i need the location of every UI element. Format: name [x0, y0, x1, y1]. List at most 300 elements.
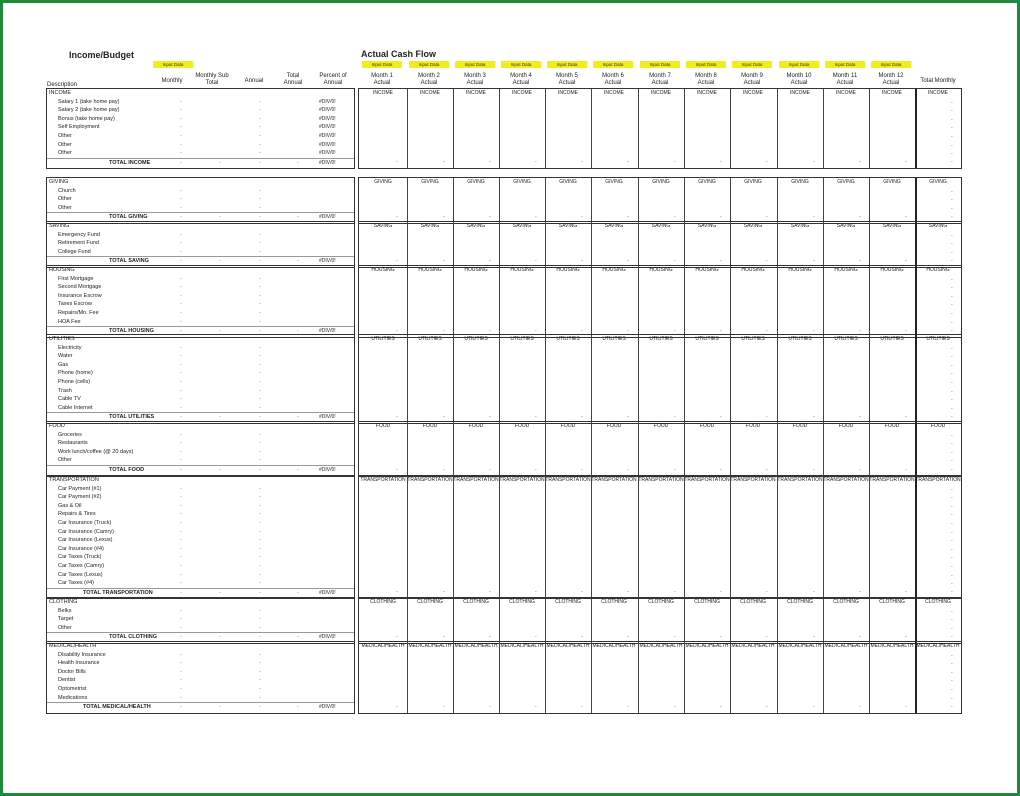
column-divider [453, 642, 454, 713]
cashflow-total-value[interactable]: - [443, 214, 445, 220]
monthly-value[interactable]: - [180, 448, 182, 455]
cashflow-total-value[interactable]: - [489, 258, 491, 264]
annual-value: - [259, 248, 261, 255]
cashflow-category-label: CLOTHING [509, 599, 535, 605]
budget-row [47, 361, 354, 370]
month-header [452, 73, 498, 86]
cashflow-total-value[interactable]: - [674, 703, 676, 710]
monthly-value[interactable]: - [180, 292, 182, 299]
annual-value: - [259, 98, 261, 105]
cashflow-total-value[interactable]: - [766, 258, 768, 264]
item-label: Church [58, 187, 76, 194]
cashflow-row-total: - [951, 302, 953, 309]
cashflow-category-label: GIVING [837, 179, 855, 185]
monthly-value[interactable]: - [180, 98, 182, 105]
cashflow-total-value[interactable]: - [443, 466, 445, 473]
cashflow-row-total: - [951, 345, 953, 352]
section-total-label: TOTAL INCOME [109, 159, 151, 166]
cashflow-total-value[interactable]: - [813, 258, 815, 264]
cashflow-total-value[interactable]: - [766, 214, 768, 220]
total-value: - [297, 159, 299, 166]
cashflow-total-value[interactable]: - [813, 589, 815, 596]
budget-row [47, 275, 354, 284]
cashflow-total-value[interactable]: - [674, 466, 676, 473]
cashflow-row-total: - [951, 564, 953, 570]
item-label: Second Mortgage [58, 284, 102, 291]
cashflow-category-label: UTILITIES [741, 336, 765, 342]
monthly-value[interactable]: - [180, 301, 182, 308]
cashflow-total-value[interactable]: - [859, 258, 861, 264]
cashflow-total-value[interactable]: - [396, 327, 398, 334]
cashflow-total-value[interactable]: - [813, 159, 815, 166]
cashflow-total-value[interactable]: - [396, 466, 398, 473]
cashflow-total-value[interactable]: - [627, 327, 629, 334]
column-divider [823, 422, 824, 476]
cashflow-category-label: UTILITIES [602, 336, 626, 342]
cashflow-total-value[interactable]: - [443, 159, 445, 166]
cashflow-total-value[interactable]: - [859, 159, 861, 166]
cashflow-total-value[interactable]: - [489, 214, 491, 220]
monthly-value[interactable]: - [180, 196, 182, 203]
cashflow-category-label: CLOTHING [925, 599, 951, 605]
cashflow-category-label: FOOD [792, 423, 808, 429]
watermark [24, 764, 26, 771]
cashflow-total-value[interactable]: - [766, 327, 768, 334]
cashflow-row-total: - [951, 678, 953, 685]
cashflow-total-value[interactable]: - [905, 589, 907, 596]
monthly-value[interactable]: - [180, 660, 182, 667]
cashflow-category-label: SAVING [928, 223, 948, 229]
cashflow-total-value[interactable]: - [674, 159, 676, 166]
cashflow-total-value[interactable]: - [535, 414, 537, 420]
item-label: Gas [58, 361, 69, 368]
column-divider [684, 335, 685, 423]
cashflow-total-value[interactable]: - [581, 327, 583, 334]
cashflow-total-value[interactable]: - [859, 214, 861, 220]
cashflow-total-value[interactable]: - [489, 159, 491, 166]
cashflow-total-value[interactable]: - [627, 214, 629, 220]
monthly-value[interactable]: - [180, 668, 182, 675]
cashflow-category-label: MEDICAL/HEALTH [500, 643, 544, 649]
annual-value: - [259, 204, 261, 211]
cashflow-total-value[interactable]: - [674, 634, 676, 640]
cashflow-total-value[interactable]: - [813, 634, 815, 640]
cashflow-total-value[interactable]: - [813, 703, 815, 710]
budget-row [47, 431, 354, 440]
monthly-value[interactable]: - [180, 511, 182, 518]
cashflow-row-total: - [951, 371, 953, 378]
monthly-value[interactable]: - [180, 248, 182, 255]
monthly-value[interactable]: - [180, 563, 182, 569]
annual-value: - [259, 457, 261, 464]
cashflow-total-value[interactable]: - [813, 214, 815, 220]
monthly-value[interactable]: - [180, 141, 182, 148]
cashflow-total-value[interactable]: - [905, 414, 907, 420]
section-total-row [47, 465, 354, 475]
cashflow-total-value[interactable]: - [766, 703, 768, 710]
cashflow-total-value[interactable]: - [443, 258, 445, 264]
cashflow-total-value[interactable]: - [627, 703, 629, 710]
budget-row [47, 309, 354, 318]
annual-value: - [259, 520, 261, 526]
monthly-value[interactable]: - [180, 275, 182, 282]
cashflow-total-value[interactable]: - [581, 589, 583, 596]
cashflow-total-value[interactable]: - [581, 258, 583, 264]
cashflow-total-value[interactable]: - [859, 414, 861, 420]
month-label: Month 3 [464, 73, 486, 79]
monthly-value[interactable]: - [180, 502, 182, 509]
cashflow-row-total: - [951, 388, 953, 395]
monthly-value[interactable]: - [180, 115, 182, 122]
cashflow-total-value[interactable]: - [859, 703, 861, 710]
cashflow-row-total: - [951, 529, 953, 536]
annual-value: - [259, 554, 261, 561]
cashflow-total-value[interactable]: - [720, 414, 722, 420]
cashflow-total-value[interactable]: - [396, 159, 398, 166]
input-data-chip: Input Data [825, 61, 865, 68]
cashflow-total-value[interactable]: - [905, 214, 907, 220]
cashflow-category-label: GIVING [652, 179, 670, 185]
cashflow-total-value[interactable]: - [720, 327, 722, 334]
cashflow-total-value[interactable]: - [581, 214, 583, 220]
annual-value: - [259, 677, 261, 684]
cashflow-total-value[interactable]: - [859, 466, 861, 473]
cashflow-total-value[interactable]: - [951, 327, 953, 334]
cashflow-total-value[interactable]: - [627, 466, 629, 473]
total-value: - [259, 159, 261, 166]
monthly-value[interactable]: - [180, 133, 182, 139]
cashflow-total-value[interactable]: - [720, 634, 722, 640]
cashflow-category-label: UTILITIES [695, 336, 719, 342]
monthly-value[interactable]: - [180, 240, 182, 247]
monthly-value[interactable]: - [180, 150, 182, 157]
cashflow-total-value[interactable]: - [489, 634, 491, 640]
cashflow-total-value[interactable]: - [489, 414, 491, 420]
cashflow-total-value[interactable]: - [535, 703, 537, 710]
monthly-value[interactable]: - [180, 528, 182, 535]
annual-value: - [259, 240, 261, 247]
monthly-value[interactable]: - [180, 124, 182, 131]
cashflow-total-value[interactable]: - [674, 214, 676, 220]
cashflow-category-label: HOUSING [418, 267, 442, 273]
actual-label: Actual [743, 79, 761, 86]
actual-label: Actual [604, 79, 622, 86]
total-value: - [297, 589, 299, 596]
monthly-value[interactable]: - [180, 554, 182, 561]
cashflow-total-value[interactable]: - [396, 634, 398, 640]
budget-row [47, 318, 354, 327]
monthly-value[interactable]: - [180, 310, 182, 316]
monthly-value[interactable]: - [180, 677, 182, 684]
cashflow-row-total: - [951, 617, 953, 624]
annual-value: - [259, 370, 261, 377]
item-label: Disability Insurance [58, 651, 106, 658]
cashflow-total-value[interactable]: - [535, 159, 537, 166]
item-label: Car Taxes (#4) [58, 580, 94, 587]
monthly-value[interactable]: - [180, 580, 182, 587]
cashflow-total-value[interactable]: - [720, 159, 722, 166]
cashflow-total-value[interactable]: - [905, 634, 907, 640]
input-data-chip: Input Data [871, 61, 911, 68]
budget-section-utilities [46, 334, 355, 424]
cashflow-total-value[interactable]: - [627, 414, 629, 420]
cashflow-category-label: UTILITIES [418, 336, 442, 342]
cashflow-total-value[interactable]: - [396, 258, 398, 264]
section-total-label: TOTAL TRANSPORTATION [83, 589, 153, 596]
monthly-value[interactable]: - [180, 520, 182, 526]
column-divider [638, 422, 639, 476]
cashflow-section-housing [358, 265, 962, 338]
cashflow-total-value[interactable]: - [535, 327, 537, 334]
month-label: Month 11 [832, 73, 858, 79]
cashflow-total-value[interactable]: - [396, 703, 398, 710]
column-divider [869, 476, 870, 598]
column-divider [591, 422, 592, 476]
cashflow-total-value[interactable]: - [720, 703, 722, 710]
cashflow-total-value[interactable]: - [674, 258, 676, 264]
item-label: Optometrist [58, 686, 87, 692]
cashflow-total-value[interactable]: - [581, 414, 583, 420]
cashflow-total-value[interactable]: - [813, 466, 815, 473]
cashflow-total-value[interactable]: - [443, 589, 445, 596]
cashflow-category-label: UTILITIES [926, 336, 950, 342]
monthly-value[interactable]: - [180, 361, 182, 368]
cashflow-total-value[interactable]: - [951, 258, 953, 264]
monthly-value[interactable]: - [180, 107, 182, 114]
cashflow-section-clothing [358, 597, 962, 644]
cashflow-row-total: - [951, 311, 953, 317]
cashflow-total-value[interactable]: - [581, 159, 583, 166]
total-value: - [259, 589, 261, 596]
monthly-value[interactable]: - [180, 651, 182, 658]
column-divider [638, 642, 639, 713]
monthly-value[interactable]: - [180, 370, 182, 377]
cashflow-total-value[interactable]: - [581, 703, 583, 710]
budget-row [47, 676, 354, 685]
section-title: GIVING [49, 179, 69, 185]
cashflow-total-value[interactable]: - [720, 258, 722, 264]
column-divider [869, 422, 870, 476]
cashflow-total-value[interactable]: - [443, 327, 445, 334]
cashflow-total-value[interactable]: - [813, 327, 815, 334]
cashflow-total-value[interactable]: - [535, 214, 537, 220]
cashflow-category-label: FOOD [606, 423, 622, 429]
column-divider [499, 476, 500, 598]
cashflow-total-value[interactable]: - [489, 589, 491, 596]
cashflow-category-label: SAVING [604, 223, 624, 229]
cashflow-total-value[interactable]: - [951, 159, 953, 166]
monthly-value[interactable]: - [180, 431, 182, 438]
cashflow-total-value[interactable]: - [951, 634, 953, 640]
monthly-value[interactable]: - [180, 404, 182, 411]
cashflow-category-label: FOOD [514, 423, 530, 429]
actual-label: Actual [697, 79, 715, 86]
annual-value: - [259, 301, 261, 308]
cashflow-category-label: CLOTHING [879, 599, 905, 605]
cashflow-total-value[interactable]: - [535, 589, 537, 596]
monthly-value[interactable]: - [180, 545, 182, 552]
cashflow-category-label: TRANSPORTATION [407, 477, 453, 483]
cashflow-category-label: HOUSING [788, 267, 812, 273]
cashflow-total-value[interactable]: - [766, 159, 768, 166]
cashflow-total-value[interactable]: - [905, 466, 907, 473]
cashflow-category-label: INCOME [420, 90, 440, 96]
cashflow-row-total: - [951, 521, 953, 527]
cashflow-total-value[interactable]: - [720, 589, 722, 596]
cashflow-total-value[interactable]: - [766, 634, 768, 640]
column-divider [591, 266, 592, 337]
month-header [544, 73, 590, 86]
monthly-value[interactable]: - [180, 187, 182, 194]
monthly-value[interactable]: - [180, 318, 182, 325]
actual-label: Actual [790, 79, 808, 86]
total-percent: #DIV/0! [319, 258, 336, 265]
column-divider [545, 422, 546, 476]
monthly-header: Monthly [161, 78, 183, 84]
monthly-value[interactable]: - [180, 571, 182, 578]
total-value: - [180, 258, 182, 265]
budget-row [47, 685, 354, 694]
total-value: - [219, 467, 221, 473]
monthly-value[interactable]: - [180, 353, 182, 360]
monthly-value[interactable]: - [180, 686, 182, 692]
cashflow-section-medical [358, 641, 962, 714]
monthly-value[interactable]: - [180, 379, 182, 385]
cashflow-category-label: UTILITIES [464, 336, 488, 342]
month-header [406, 73, 452, 86]
cashflow-total-value[interactable]: - [813, 414, 815, 420]
cashflow-row-total: - [951, 432, 953, 439]
total-value: - [259, 467, 261, 473]
total-value: - [180, 589, 182, 596]
monthly-value[interactable]: - [180, 387, 182, 394]
cashflow-total-value[interactable]: - [766, 414, 768, 420]
cashflow-total-value[interactable]: - [859, 589, 861, 596]
monthly-value[interactable]: - [180, 396, 182, 403]
section-title-row [47, 598, 354, 607]
cashflow-total-value[interactable]: - [720, 214, 722, 220]
annual-header: Annual [244, 78, 264, 84]
column-divider [823, 266, 824, 337]
monthly-value[interactable]: - [180, 440, 182, 447]
cashflow-total-value[interactable]: - [766, 466, 768, 473]
column-divider [638, 335, 639, 423]
column-divider [499, 642, 500, 713]
cashflow-total-value[interactable]: - [489, 466, 491, 473]
monthly-value[interactable]: - [180, 694, 182, 701]
column-divider [499, 422, 500, 476]
cashflow-category-label: UTILITIES [880, 336, 904, 342]
column-divider [407, 266, 408, 337]
cashflow-total-value[interactable]: - [535, 466, 537, 473]
cashflow-total-value[interactable]: - [581, 466, 583, 473]
cashflow-total-value[interactable]: - [396, 214, 398, 220]
monthly-value[interactable]: - [180, 231, 182, 238]
monthly-value[interactable]: - [180, 284, 182, 291]
cashflow-total-value[interactable]: - [627, 258, 629, 264]
total-value: - [219, 704, 221, 711]
monthly-value[interactable]: - [180, 624, 182, 631]
cashflow-category-label: INCOME [928, 90, 948, 96]
cashflow-total-value[interactable]: - [720, 466, 722, 473]
monthly-value[interactable]: - [180, 485, 182, 492]
column-divider [638, 89, 639, 168]
cashflow-total-value[interactable]: - [905, 327, 907, 334]
total-annual-header: Total Annual [283, 73, 303, 86]
cashflow-row-total: - [951, 319, 953, 326]
cashflow-total-value[interactable]: - [905, 703, 907, 710]
cashflow-total-value[interactable]: - [859, 327, 861, 334]
month-label: Month 12 [878, 73, 904, 79]
month-label: Month 1 [371, 73, 393, 79]
budget-row [47, 141, 354, 150]
cashflow-total-value[interactable]: - [535, 258, 537, 264]
cashflow-total-value[interactable]: - [627, 589, 629, 596]
cashflow-total-value[interactable]: - [396, 414, 398, 420]
monthly-value[interactable]: - [180, 204, 182, 211]
cashflow-row-total: - [951, 142, 953, 149]
cashflow-total-value[interactable]: - [443, 414, 445, 420]
monthly-value[interactable]: - [180, 344, 182, 351]
cashflow-total-value[interactable]: - [766, 589, 768, 596]
cashflow-total-value[interactable]: - [443, 634, 445, 640]
cashflow-category-label: HOUSING [464, 267, 488, 273]
cashflow-total-value[interactable]: - [905, 159, 907, 166]
cashflow-total-value[interactable]: - [627, 634, 629, 640]
item-label: Car Insurance (Camry) [58, 528, 114, 535]
column-divider [777, 642, 778, 713]
cashflow-total-value[interactable]: - [535, 634, 537, 640]
cashflow-total-value[interactable]: - [905, 258, 907, 264]
cashflow-total-value[interactable]: - [443, 703, 445, 710]
budget-row [47, 149, 354, 158]
cashflow-total-value[interactable]: - [581, 634, 583, 640]
cashflow-total-value[interactable]: - [951, 703, 953, 710]
budget-row [47, 571, 354, 580]
monthly-value[interactable]: - [180, 607, 182, 614]
cashflow-category-label: GIVING [698, 179, 716, 185]
cashflow-total-value[interactable]: - [674, 589, 676, 596]
cashflow-total-value[interactable]: - [489, 703, 491, 710]
cashflow-total-value[interactable]: - [674, 414, 676, 420]
monthly-value[interactable]: - [180, 457, 182, 464]
monthly-value[interactable]: - [180, 494, 182, 501]
column-divider [407, 422, 408, 476]
cashflow-total-value[interactable]: - [859, 634, 861, 640]
column-divider [869, 266, 870, 337]
cashflow-total-value[interactable]: - [627, 159, 629, 166]
cashflow-total-value[interactable]: - [396, 589, 398, 596]
cashflow-section-utilities [358, 334, 962, 424]
cashflow-total-value[interactable]: - [951, 466, 953, 473]
cashflow-total-value[interactable]: - [674, 327, 676, 334]
column-divider [730, 422, 731, 476]
cashflow-total-value[interactable]: - [951, 589, 953, 596]
column-divider [730, 642, 731, 713]
column-divider [499, 266, 500, 337]
column-divider [823, 476, 824, 598]
cashflow-total-value[interactable]: - [951, 414, 953, 420]
budget-row [47, 615, 354, 624]
monthly-value[interactable]: - [180, 537, 182, 544]
cashflow-category-label: HOUSING [371, 267, 395, 273]
column-divider [545, 89, 546, 168]
month-label: Month 9 [741, 73, 763, 79]
item-label: Retirement Fund [58, 240, 99, 247]
monthly-value[interactable]: - [180, 616, 182, 623]
cashflow-total-value[interactable]: - [489, 327, 491, 334]
cashflow-total-value[interactable]: - [951, 214, 953, 220]
